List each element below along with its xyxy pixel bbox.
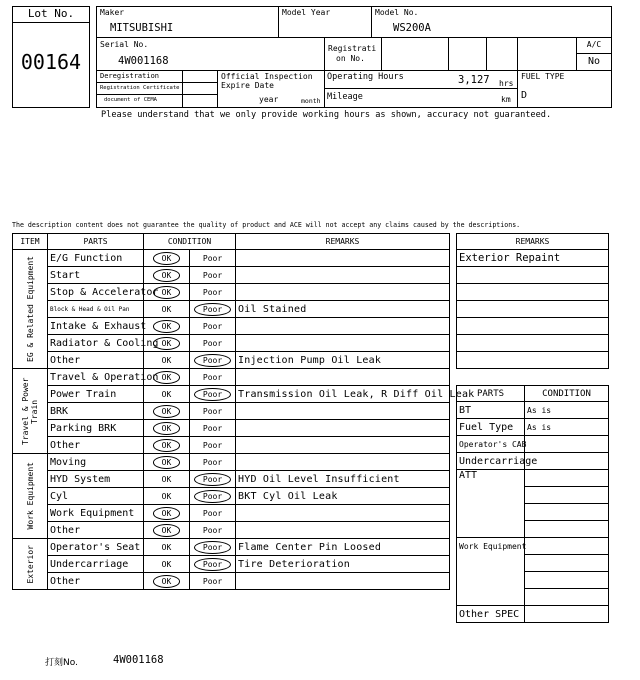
remark-cell: Injection Pump Oil Leak [236,352,450,369]
part-name: Other [48,352,144,369]
part-name: Start [48,267,144,284]
year-label: year [259,95,279,104]
remark-cell: BKT Cyl Oil Leak [236,488,450,505]
poor-circled-mark: Poor [194,541,231,554]
poor-circled-mark: Poor [194,388,231,401]
poor-cell [190,505,236,522]
poor-label: Poor [202,457,223,467]
parts-box-parts-header: PARTS [457,386,525,402]
part-name: Cyl [48,488,144,505]
model-year-label: Model Year [282,8,331,17]
condition-row [13,420,450,437]
remark-cell [236,505,450,522]
lot-no-label: Lot No. [27,7,75,20]
parts-box-condition [525,453,609,470]
ok-circled-mark: OK [153,405,181,418]
parts-box [456,385,609,623]
part-name: Block & Head & Oil Pan [48,301,144,318]
remarks-line: Exterior Repaint [457,250,609,267]
remark-cell [236,420,450,437]
ok-circled-mark: OK [153,575,181,588]
parts-box-condition: As is [525,402,609,419]
remark-cell [236,335,450,352]
ok-label: OK [161,559,172,569]
part-name: E/G Function [48,250,144,267]
ac-value: No [587,56,601,67]
ok-circled-mark: OK [153,371,181,384]
ok-label: OK [161,355,172,365]
poor-cell [190,420,236,437]
remarks-line [457,335,609,352]
fuel-type-value: D [521,90,528,101]
poor-cell [190,284,236,301]
poor-label: Poor [202,576,223,586]
poor-label: Poor [202,338,223,348]
ok-cell [144,352,190,369]
poor-circled-mark: Poor [194,490,231,503]
serial-no-label: Serial No. [100,40,149,49]
poor-label: Poor [202,508,223,518]
maker-label: Maker [100,8,125,17]
other-spec-label: Other SPEC [457,606,525,623]
remark-cell: Flame Center Pin Loosed [236,539,450,556]
ok-cell [144,488,190,505]
poor-circled-mark: Poor [194,473,231,486]
ok-cell [144,522,190,539]
parts-box-condition [525,470,609,487]
footer-label: 打刻No. [45,658,78,668]
remarks-line [457,318,609,335]
model-no-label: Model No. [375,8,419,17]
condition-row [13,369,450,386]
remark-cell [236,437,450,454]
condition-row [13,250,450,267]
ok-circled-mark: OK [153,439,181,452]
ok-cell [144,420,190,437]
part-name: Parking BRK [48,420,144,437]
ok-cell [144,471,190,488]
work-equipment-label: Work Equipment [457,538,525,606]
parts-box-condition [525,606,609,623]
part-name: HYD System [48,471,144,488]
part-name: Radiator & Cooling [48,335,144,352]
parts-box-part: Fuel Type [457,419,525,436]
condition-row [13,522,450,539]
condition-row [13,539,450,556]
poor-circled-mark: Poor [194,354,231,367]
poor-cell [190,335,236,352]
part-name: Other [48,522,144,539]
remark-cell: HYD Oil Level Insufficient [236,471,450,488]
parts-box-condition [525,572,609,589]
poor-cell [190,318,236,335]
item-group-label: EG & Related Equipment [13,250,48,369]
condition-row [13,454,450,471]
condition-row [13,318,450,335]
poor-label: Poor [202,287,223,297]
ok-cell [144,386,190,403]
deregistration-label: Deregistration [100,72,160,80]
parts-box-condition [525,589,609,606]
month-label: month [301,97,321,105]
part-name: Other [48,437,144,454]
poor-circled-mark: Poor [194,558,231,571]
remark-cell: Oil Stained [236,301,450,318]
registration-no-label-2: on No. [336,54,365,63]
mileage-label: Mileage [327,92,363,102]
part-name: Operator's Seat [48,539,144,556]
parts-header: PARTS [48,234,144,250]
poor-cell [190,488,236,505]
condition-row [13,301,450,318]
poor-label: Poor [202,423,223,433]
poor-cell [190,250,236,267]
poor-cell [190,352,236,369]
parts-box-condition: As is [525,419,609,436]
official-inspection-label-1: Official Inspection [221,72,313,81]
parts-box-condition [525,555,609,572]
item-group-label: Travel & Power Train [13,369,48,454]
remarks-line [457,301,609,318]
registration-certificate-label: Registration Certificate [100,85,180,91]
parts-box-part: Undercarriage [457,453,525,470]
ok-cell [144,556,190,573]
remark-cell [236,522,450,539]
footer-value: 4W001168 [113,654,164,666]
ok-circled-mark: OK [153,269,181,282]
remarks-line [457,352,609,369]
part-name: Work Equipment [48,505,144,522]
notice-text: Please understand that we only provide working hours as shown, accuracy not guaranteed. [101,110,552,120]
poor-label: Poor [202,372,223,382]
remark-cell: Transmission Oil Leak, R Diff Oil Leak [236,386,450,403]
ok-label: OK [161,304,172,314]
registration-no-label-1: Registrati [328,44,377,53]
part-name: Undercarriage [48,556,144,573]
ok-circled-mark: OK [153,456,181,469]
parts-box-condition [525,538,609,555]
ok-cell [144,505,190,522]
cema-label: document of CEMA [104,97,157,103]
parts-box-part: Operator's CAB [457,436,525,453]
operating-hours-value: 3,127 [458,74,490,86]
poor-cell [190,539,236,556]
part-name: Travel & Operation [48,369,144,386]
poor-cell [190,522,236,539]
ok-circled-mark: OK [153,507,181,520]
item-group-label: Work Equipment [13,454,48,539]
item-header: ITEM [13,234,48,250]
poor-cell [190,454,236,471]
poor-cell [190,573,236,590]
remarks-line [457,284,609,301]
condition-header: CONDITION [144,234,236,250]
remark-cell [236,318,450,335]
official-inspection-label-2: Expire Date [221,81,274,90]
condition-row [13,284,450,301]
poor-label: Poor [202,321,223,331]
ok-label: OK [161,474,172,484]
ok-cell [144,301,190,318]
condition-row [13,505,450,522]
poor-cell [190,369,236,386]
ok-label: OK [161,491,172,501]
maker-value: MITSUBISHI [110,22,174,34]
poor-cell [190,471,236,488]
operating-hours-label: Operating Hours [327,72,404,82]
poor-circled-mark: Poor [194,303,231,316]
poor-cell [190,267,236,284]
remark-cell [236,454,450,471]
condition-row [13,352,450,369]
part-name: Power Train [48,386,144,403]
poor-label: Poor [202,440,223,450]
ok-label: OK [161,542,172,552]
ok-cell [144,539,190,556]
ok-cell [144,573,190,590]
remarks-box [456,233,609,369]
ok-circled-mark: OK [153,337,181,350]
remark-cell [236,267,450,284]
remark-cell [236,250,450,267]
remark-cell [236,573,450,590]
ok-circled-mark: OK [153,320,181,333]
condition-row [13,556,450,573]
ac-label: A/C [586,40,602,49]
att-label: ATT [457,470,525,538]
serial-no-value: 4W001168 [118,55,169,67]
ok-cell [144,250,190,267]
remarks-line [457,267,609,284]
ok-cell [144,403,190,420]
part-name: Moving [48,454,144,471]
remark-cell [236,403,450,420]
km-label: km [501,95,511,104]
condition-row [13,488,450,505]
ok-cell [144,318,190,335]
poor-label: Poor [202,406,223,416]
ok-label: OK [161,389,172,399]
ok-circled-mark: OK [153,286,181,299]
poor-cell [190,403,236,420]
parts-box-condition [525,436,609,453]
ok-circled-mark: OK [153,252,181,265]
condition-row [13,335,450,352]
part-name: Stop & Accelerator [48,284,144,301]
poor-cell [190,386,236,403]
poor-label: Poor [202,525,223,535]
ok-cell [144,454,190,471]
parts-box-condition [525,504,609,521]
parts-box-condition [525,487,609,504]
remarks-box-header: REMARKS [457,234,609,250]
item-group-label: Exterior [13,539,48,590]
ok-circled-mark: OK [153,422,181,435]
ok-circled-mark: OK [153,524,181,537]
remarks-header: REMARKS [236,234,450,250]
part-name: Other [48,573,144,590]
poor-label: Poor [202,253,223,263]
parts-box-condition-header: CONDITION [525,386,609,402]
fuel-type-label: FUEL TYPE [521,72,565,81]
part-name: Intake & Exhaust [48,318,144,335]
condition-row [13,471,450,488]
condition-row [13,437,450,454]
lot-no: 00164 [20,50,82,74]
condition-row [13,267,450,284]
parts-box-condition [525,521,609,538]
ok-cell [144,267,190,284]
remark-cell: Tire Deterioration [236,556,450,573]
parts-box-part: BT [457,402,525,419]
poor-label: Poor [202,270,223,280]
condition-table-header [13,234,450,250]
poor-cell [190,437,236,454]
condition-row [13,386,450,403]
remark-cell [236,284,450,301]
condition-row [13,573,450,590]
disclaimer-text: The description content does not guarantee the quality of product and ACE will not accept any claims caused by the descriptions. [12,221,521,229]
remark-cell [236,369,450,386]
poor-cell [190,301,236,318]
poor-cell [190,556,236,573]
hrs-label: hrs [499,79,514,88]
part-name: BRK [48,403,144,420]
ok-cell [144,437,190,454]
condition-row [13,403,450,420]
model-no-value: WS200A [393,22,431,34]
